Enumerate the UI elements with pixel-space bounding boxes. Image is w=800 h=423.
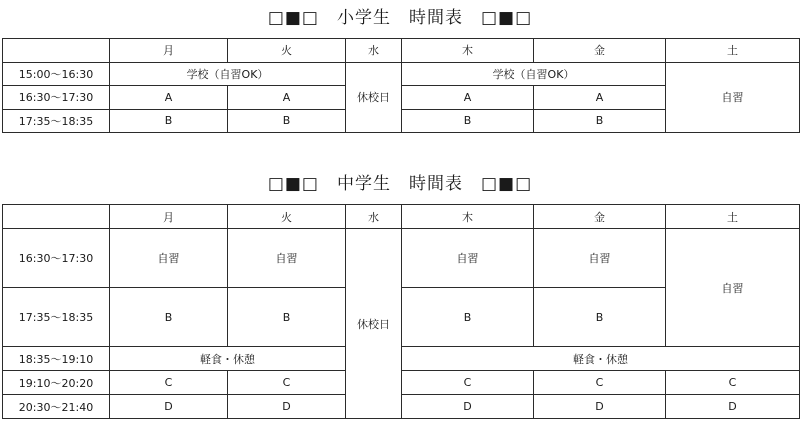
self-study-cell: 自習 bbox=[402, 229, 534, 288]
day-header-tue: 火 bbox=[228, 39, 346, 63]
school-cell: 学校（自習OK） bbox=[402, 62, 666, 86]
table-header-row bbox=[3, 39, 800, 63]
day-header-mon: 月 bbox=[110, 205, 228, 229]
table-header-row bbox=[3, 205, 800, 229]
corner-cell bbox=[3, 205, 110, 229]
time-cell: 16:30～17:30 bbox=[3, 229, 110, 288]
class-cell: B bbox=[534, 288, 666, 347]
time-cell: 15:00～16:30 bbox=[3, 62, 110, 86]
day-header-fri: 金 bbox=[534, 39, 666, 63]
self-study-cell: 自習 bbox=[110, 229, 228, 288]
class-cell: B bbox=[402, 109, 534, 133]
class-cell: D bbox=[110, 395, 228, 419]
school-cell: 学校（自習OK） bbox=[110, 62, 346, 86]
table-row bbox=[3, 229, 800, 288]
time-cell: 19:10～20:20 bbox=[3, 371, 110, 395]
class-cell: B bbox=[402, 288, 534, 347]
corner-cell bbox=[3, 39, 110, 63]
class-cell: C bbox=[534, 371, 666, 395]
class-cell: A bbox=[110, 86, 228, 110]
time-cell: 17:35～18:35 bbox=[3, 288, 110, 347]
class-cell: B bbox=[110, 109, 228, 133]
day-header-sat: 土 bbox=[666, 205, 800, 229]
elementary-schedule-title: □■□ 小学生 時間表 □■□ bbox=[267, 8, 533, 28]
day-header-thu: 木 bbox=[402, 39, 534, 63]
day-header-sat: 土 bbox=[666, 39, 800, 63]
day-header-wed: 水 bbox=[346, 39, 402, 63]
class-cell: B bbox=[228, 109, 346, 133]
table-row bbox=[3, 62, 800, 86]
day-header-wed: 水 bbox=[346, 205, 402, 229]
closed-day-cell: 休校日 bbox=[346, 62, 402, 133]
break-cell: 軽食・休憩 bbox=[402, 347, 800, 371]
self-study-cell: 自習 bbox=[666, 62, 800, 133]
elementary-timetable bbox=[2, 38, 800, 133]
day-header-mon: 月 bbox=[110, 39, 228, 63]
junior-schedule-title: □■□ 中学生 時間表 □■□ bbox=[267, 174, 533, 194]
class-cell: A bbox=[402, 86, 534, 110]
class-cell: D bbox=[534, 395, 666, 419]
self-study-cell: 自習 bbox=[534, 229, 666, 288]
class-cell: B bbox=[110, 288, 228, 347]
class-cell: D bbox=[402, 395, 534, 419]
class-cell: C bbox=[402, 371, 534, 395]
day-header-thu: 木 bbox=[402, 205, 534, 229]
table-row bbox=[3, 347, 800, 371]
table-row bbox=[3, 371, 800, 395]
class-cell: A bbox=[228, 86, 346, 110]
day-header-tue: 火 bbox=[228, 205, 346, 229]
self-study-cell: 自習 bbox=[666, 229, 800, 347]
table-row bbox=[3, 395, 800, 419]
time-cell: 17:35～18:35 bbox=[3, 109, 110, 133]
day-header-fri: 金 bbox=[534, 205, 666, 229]
class-cell: C bbox=[666, 371, 800, 395]
junior-timetable bbox=[2, 204, 800, 419]
closed-day-cell: 休校日 bbox=[346, 229, 402, 419]
time-cell: 16:30～17:30 bbox=[3, 86, 110, 110]
time-cell: 20:30～21:40 bbox=[3, 395, 110, 419]
class-cell: C bbox=[110, 371, 228, 395]
class-cell: D bbox=[666, 395, 800, 419]
class-cell: B bbox=[534, 109, 666, 133]
break-cell: 軽食・休憩 bbox=[110, 347, 346, 371]
self-study-cell: 自習 bbox=[228, 229, 346, 288]
class-cell: A bbox=[534, 86, 666, 110]
class-cell: C bbox=[228, 371, 346, 395]
class-cell: B bbox=[228, 288, 346, 347]
class-cell: D bbox=[228, 395, 346, 419]
time-cell: 18:35～19:10 bbox=[3, 347, 110, 371]
